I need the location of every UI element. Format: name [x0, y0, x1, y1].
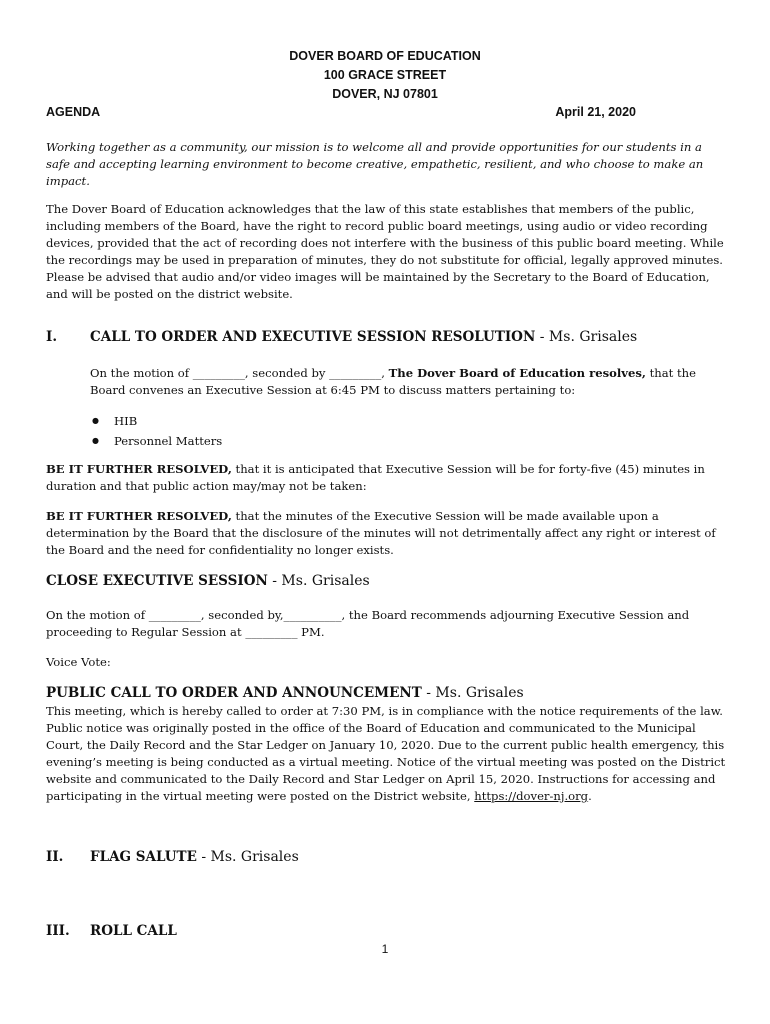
further-resolved-2: [46, 508, 732, 559]
section-1-presenter: - Ms. Grisales: [535, 329, 638, 345]
letterhead: [0, 47, 770, 104]
voice-vote: Voice Vote:: [46, 655, 111, 669]
org-name: DOVER BOARD OF EDUCATION: [289, 49, 481, 63]
public-call-presenter: - Ms. Grisales: [421, 685, 524, 701]
page-number: 1: [381, 942, 389, 956]
section-1-motion: [90, 365, 730, 399]
mission-statement: Working together as a community, our mission is to welcome all and provide opportunities for our students in a safe and accepting learning environment to become creative, empathetic, resilient, and who choose to make an impact.: [46, 140, 704, 188]
section-1-title: CALL TO ORDER AND EXECUTIVE SESSION RESOLUTION: [90, 329, 536, 345]
section-3-number: III.: [46, 923, 70, 939]
motion-text-b: that the Board convenes an Executive Session at 6:45 PM to discuss matters pertaining to:: [90, 366, 697, 397]
close-session-heading: [46, 573, 370, 589]
list-item: ● HIB: [114, 411, 222, 431]
motion-resolves: The Dover Board of Education resolves,: [388, 366, 646, 380]
further-resolved-2-text: that the minutes of the Executive Session will be made available upon a determination by the Board that the disclosure of the minutes will not detrimentally affect any right or interest of the Board and the need for confidentiality no longer exists.: [46, 509, 716, 557]
close-session-motion: On the motion of _________, seconded by,__________, the Board recommends adjourning Executive Session and proceeding to Regular Session at _________ PM.: [46, 608, 690, 639]
public-call-text: This meeting, which is hereby called to order at 7:30 PM, is in compliance with the notice requirements of the law. Public notice was originally posted in the office of the Board of Education and communicated to the Municipal Court, the Daily Record and the Star Ledger on January 10, 2020. Due to the current public health emergency, this evening’s meeting is being conducted as a virtual meeting. Notice of the virtual meeting was posted on the District website and communicated to the Daily Record and Star Ledger on April 15, 2020. Instructions for accessing and participating in the virtual meeting were posted on the District website,: [46, 704, 726, 803]
executive-topics-list: [114, 411, 222, 451]
section-2-title: FLAG SALUTE: [90, 849, 197, 865]
list-item: ● Personnel Matters: [114, 431, 222, 451]
public-call-heading: [46, 685, 524, 701]
org-street: 100 GRACE STREET: [323, 68, 447, 82]
org-city: DOVER, NJ 07801: [332, 87, 438, 101]
further-resolved-1-text: that it is anticipated that Executive Session will be for forty-five (45) minutes in duration and that public action may/may not be taken:: [46, 462, 705, 493]
further-resolved-1: [46, 461, 732, 495]
close-session-title: CLOSE EXECUTIVE SESSION: [46, 573, 268, 589]
intro-paragraph: The Dover Board of Education acknowledges that the law of this state establishes that members of the public, including members of the Board, have the right to record public board meetings, using audio or video recording devices, provided that the act of recording does not interfere with the business of this public board meeting. While the recordings may be used in preparation of minutes, they do not substitute for official, legally approved minutes. Please be advised that audio and/or video images will be maintained by the Secretary to the Board of Education, and will be posted on the district website.: [46, 202, 724, 301]
agenda-row: [46, 105, 636, 119]
further-resolved-1-label: BE IT FURTHER RESOLVED,: [46, 462, 232, 476]
section-2-number: II.: [46, 849, 64, 865]
motion-text-a: On the motion of _________, seconded by _________,: [90, 366, 389, 380]
section-1-number: I.: [46, 329, 58, 345]
close-session-presenter: - Ms. Grisales: [267, 573, 370, 589]
meeting-date: April 21, 2020: [555, 105, 636, 119]
public-call-end: .: [588, 789, 592, 803]
agenda-label: AGENDA: [46, 105, 101, 119]
further-resolved-2-label: BE IT FURTHER RESOLVED,: [46, 509, 232, 523]
section-3-title: ROLL CALL: [90, 923, 177, 939]
public-call-title: PUBLIC CALL TO ORDER AND ANNOUNCEMENT: [46, 685, 422, 701]
public-call-paragraph: [46, 703, 732, 805]
section-2-presenter: - Ms. Grisales: [196, 849, 299, 865]
district-website-link[interactable]: https://dover-nj.org: [474, 789, 589, 803]
